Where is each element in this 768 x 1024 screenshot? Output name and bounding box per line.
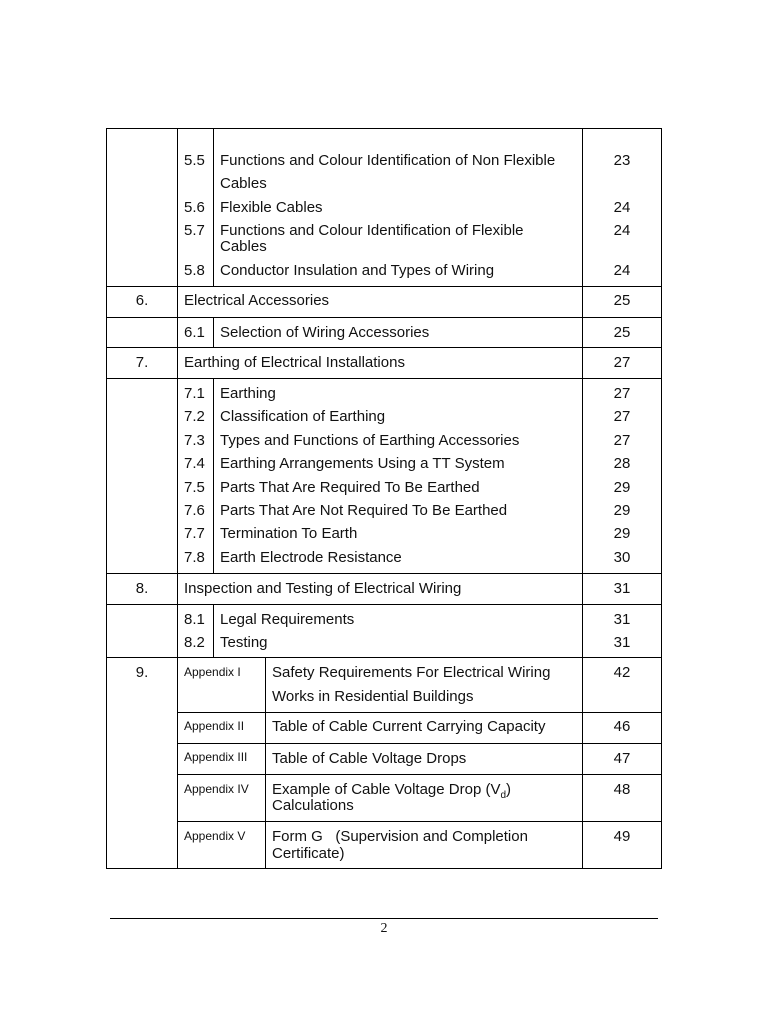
entry-number: 5.7 — [184, 222, 205, 239]
entry-page: 27 — [613, 385, 631, 402]
appendix-title-cont: Certificate) — [272, 845, 345, 862]
entry-number: 8.2 — [184, 634, 205, 651]
entry-number: 8.1 — [184, 611, 205, 628]
entry-number: 7.3 — [184, 432, 205, 449]
appendix-page: 42 — [613, 664, 631, 681]
appendix-label: Appendix I — [184, 665, 241, 679]
entry-number: 7.8 — [184, 549, 205, 566]
appendix-title: Example of Cable Voltage Drop $(V_d)$ — [272, 781, 512, 801]
entry-title-cont: Cables — [220, 238, 267, 255]
entry-page: 24 — [613, 262, 631, 279]
section-title: Earthing of Electrical Installations — [184, 354, 405, 371]
entry-page: 24 — [613, 222, 631, 239]
subscript: d — [500, 790, 507, 801]
entry-number: 7.6 — [184, 502, 205, 519]
entry-number: 7.1 — [184, 385, 205, 402]
page-number: 2 — [380, 921, 388, 936]
entry-title: Termination To Earth — [220, 525, 358, 542]
appendix-title-cont: Works in Residential Buildings — [272, 688, 474, 705]
entry-number: 7.4 — [184, 455, 205, 472]
entry-page: 27 — [613, 408, 631, 425]
entry-number: 6.1 — [184, 324, 205, 341]
entry-number: 5.5 — [184, 152, 205, 169]
section-page: 31 — [613, 580, 631, 597]
entry-title: Conductor Insulation and Types of Wiring — [220, 262, 495, 279]
entry-title: Earthing — [220, 385, 276, 402]
entry-title: Testing — [220, 634, 268, 651]
section-number: 9. — [135, 664, 149, 681]
entry-page: 29 — [613, 479, 631, 496]
appendix-title: Form G (Supervision and Completion — [272, 828, 528, 845]
entry-page: 31 — [613, 611, 631, 628]
appendix-page: 46 — [613, 718, 631, 735]
entry-page: 25 — [613, 324, 631, 341]
entry-page: 23 — [613, 152, 631, 169]
entry-number: 7.2 — [184, 408, 205, 425]
entry-number: 7.5 — [184, 479, 205, 496]
appendix-title: Table of Cable Current Carrying Capacity — [272, 718, 546, 735]
section-title: Inspection and Testing of Electrical Wiring — [184, 580, 462, 597]
entry-title: Parts That Are Not Required To Be Earthed — [220, 502, 508, 519]
entry-title: Earthing Arrangements Using a TT System — [220, 455, 505, 472]
entry-title: Classification of Earthing — [220, 408, 386, 425]
entry-title: Flexible Cables — [220, 199, 323, 216]
appendix-label: Appendix III — [184, 750, 248, 764]
appendix-page: 48 — [613, 781, 631, 798]
entry-page: 30 — [613, 549, 631, 566]
footer-rule — [110, 918, 658, 919]
entry-title: Functions and Colour Identification of Non Flexible — [220, 152, 556, 169]
entry-page: 31 — [613, 634, 631, 651]
entry-title: Selection of Wiring Accessories — [220, 324, 430, 341]
entry-title: Earth Electrode Resistance — [220, 549, 402, 566]
entry-page: 24 — [613, 199, 631, 216]
appendix-page: 49 — [613, 828, 631, 845]
section-number: 7. — [135, 354, 149, 371]
section-number: 6. — [135, 292, 149, 309]
appendix-label: Appendix II — [184, 719, 245, 733]
appendix-title: Safety Requirements For Electrical Wiring — [272, 664, 551, 681]
appendix-page: 47 — [613, 750, 631, 767]
entry-number: 7.7 — [184, 525, 205, 542]
section-number: 8. — [135, 580, 149, 597]
appendix-title: Table of Cable Voltage Drops — [272, 750, 467, 767]
entry-page: 28 — [613, 455, 631, 472]
entry-title: Functions and Colour Identification of Flexible — [220, 222, 524, 239]
appendix-label: Appendix IV — [184, 782, 249, 796]
entry-page: 27 — [613, 432, 631, 449]
appendix-title-cont: Calculations — [272, 797, 354, 814]
entry-page: 29 — [613, 502, 631, 519]
appendix-label: Appendix V — [184, 829, 246, 843]
entry-title: Types and Functions of Earthing Accessories — [220, 432, 520, 449]
section-title: Electrical Accessories — [184, 292, 330, 309]
entry-title: Legal Requirements — [220, 611, 355, 628]
entry-number: 5.8 — [184, 262, 205, 279]
section-page: 27 — [613, 354, 631, 371]
entry-page: 29 — [613, 525, 631, 542]
entry-title: Parts That Are Required To Be Earthed — [220, 479, 480, 496]
entry-title-cont: Cables — [220, 175, 267, 192]
section-page: 25 — [613, 292, 631, 309]
entry-number: 5.6 — [184, 199, 205, 216]
